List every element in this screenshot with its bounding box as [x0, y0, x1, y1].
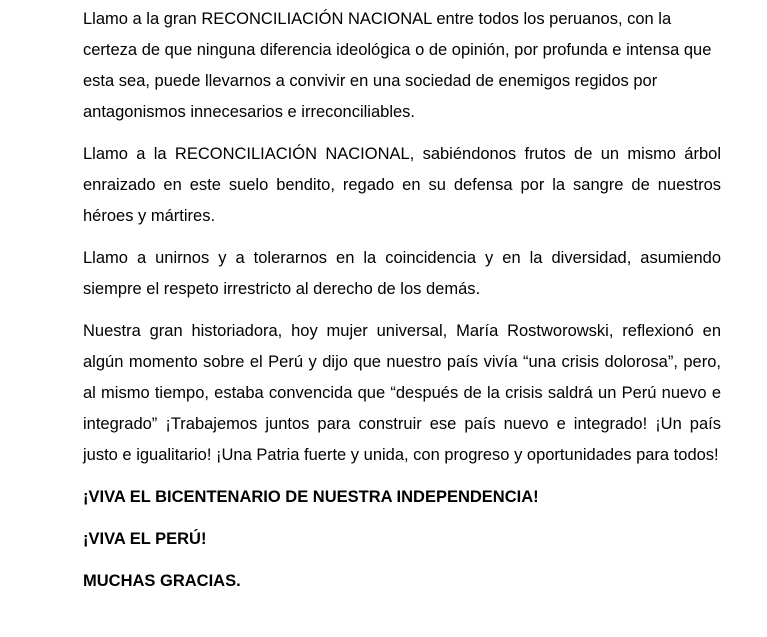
closing-bicentennial: ¡VIVA EL BICENTENARIO DE NUESTRA INDEPENDENCIA! — [83, 488, 539, 506]
closing-viva-peru: ¡VIVA EL PERÚ! — [83, 530, 207, 548]
closing-thanks: MUCHAS GRACIAS. — [83, 572, 241, 590]
paragraph-rostworowski-quote: Nuestra gran historiadora, hoy mujer universal, María Rostworowski, reflexionó en algún momento sobre el Perú y dijo que nuestro país vivía “una crisis dolorosa”, pero, al mismo tiempo, estaba convencida que “después de la crisis saldrá un Perú nuevo e integrado” ¡Trabajemos juntos para construir ese país nuevo e integrado! ¡Un país justo e igualitario! ¡Una Patria fuerte y unida, con progreso y oportunidades para todos! — [83, 322, 721, 464]
speech-document — [83, 4, 721, 608]
paragraph-reconciliation-roots: Llamo a la RECONCILIACIÓN NACIONAL, sabiéndonos frutos de un mismo árbol enraizado en este suelo bendito, regado en su defensa por la sangre de nuestros héroes y mártires. — [83, 145, 721, 225]
paragraph-unity-tolerance: Llamo a unirnos y a tolerarnos en la coincidencia y en la diversidad, asumiendo siempre el respeto irrestricto al derecho de los demás. — [83, 249, 721, 298]
paragraph-reconciliation-call: Llamo a la gran RECONCILIACIÓN NACIONAL entre todos los peruanos, con la certeza de que ninguna diferencia ideológica o de opinión, por profunda e intensa que esta sea, puede llevarnos a convivir en una sociedad de enemigos regidos por antagonismos innecesarios e irreconciliables. — [83, 10, 712, 121]
